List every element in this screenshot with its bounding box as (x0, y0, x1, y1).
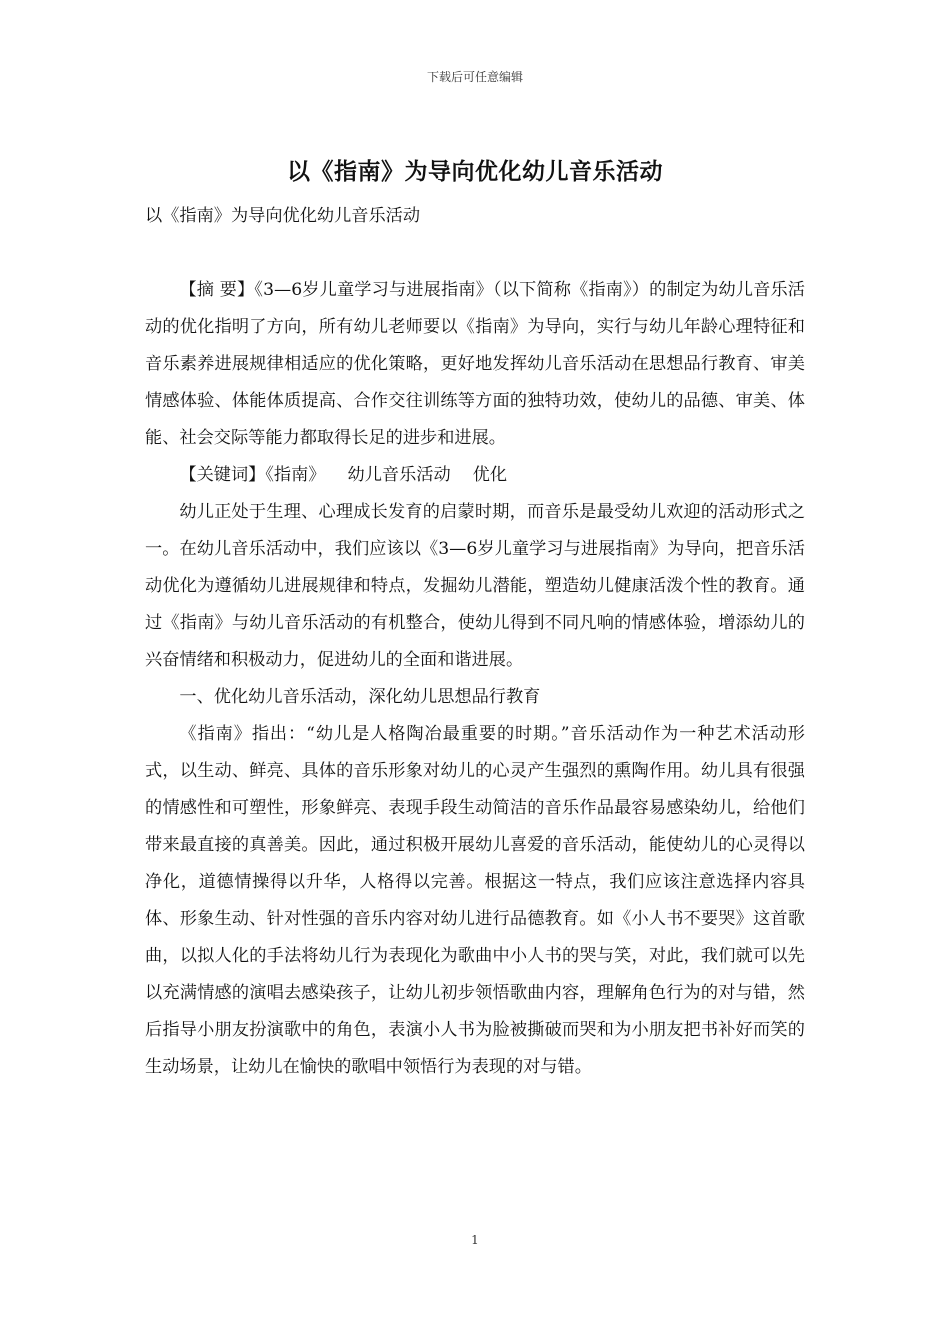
keyword-item: 优化 (472, 465, 508, 485)
header-note: 下载后可任意编辑 (426, 70, 523, 84)
intro-paragraph: 幼儿正处于生理、心理成长发育的启蒙时期，而音乐是最受幼儿欢迎的活动形式之一。在幼儿音乐活动中，我们应该以《3—6岁儿童学习与进展指南》为导向，把音乐活动优化为遵循幼儿进展规律和特点，发掘幼儿潜能，塑造幼儿健康活泼个性的教育。通过《指南》与幼儿音乐活动的有机整合，使幼儿得到不同凡响的情感体验，增添幼儿的兴奋情绪和积极动力，促进幼儿的全面和谐进展。 (145, 502, 805, 670)
keyword-item: 《指南》 (265, 465, 326, 485)
keyword-item: 幼儿音乐活动 (347, 465, 451, 485)
keywords-label: 【关键词】 (179, 465, 266, 485)
section-heading: 一、优化幼儿音乐活动，深化幼儿思想品行教育 (179, 687, 541, 707)
document-subtitle: 以《指南》为导向优化幼儿音乐活动 (145, 206, 421, 226)
page-number: 1 (471, 1233, 479, 1247)
abstract-paragraph: 【摘 要】《3—6岁儿童学习与进展指南》（以下简称《指南》）的制定为幼儿音乐活动的优化指明了方向，所有幼儿老师要以《指南》为导向，实行与幼儿年龄心理特征和音乐素养进展规律相适应的优化策略，更好地发挥幼儿音乐活动在思想品行教育、审美情感体验、体能体质提高、合作交往训练等方面的独特功效，使幼儿的品德、审美、体能、社会交际等能力都取得长足的进步和进展。 (145, 280, 805, 448)
document-body (145, 198, 805, 1086)
section-paragraph: 《指南》指出：“幼儿是人格陶冶最重要的时期。”音乐活动作为一种艺术活动形式，以生动、鲜亮、具体的音乐形象对幼儿的心灵产生强烈的熏陶作用。幼儿具有很强的情感性和可塑性，形象鲜亮、表现手段生动简洁的音乐作品最容易感染幼儿，给他们带来最直接的真善美。因此，通过积极开展幼儿喜爱的音乐活动，能使幼儿的心灵得以净化，道德情操得以升华，人格得以完善。根据这一特点，我们应该注意选择内容具体、形象生动、针对性强的音乐内容对幼儿进行品德教育。如《小人书不要哭》这首歌曲，以拟人化的手法将幼儿行为表现化为歌曲中小人书的哭与笑，对此，我们就可以先以充满情感的演唱去感染孩子，让幼儿初步领悟歌曲内容，理解角色行为的对与错，然后指导小朋友扮演歌中的角色，表演小人书为脸被撕破而哭和为小朋友把书补好而笑的生动场景，让幼儿在愉快的歌唱中领悟行为表现的对与错。 (145, 724, 805, 1077)
keywords-paragraph (145, 457, 805, 494)
document-title: 以《指南》为导向优化幼儿音乐活动 (287, 159, 663, 185)
